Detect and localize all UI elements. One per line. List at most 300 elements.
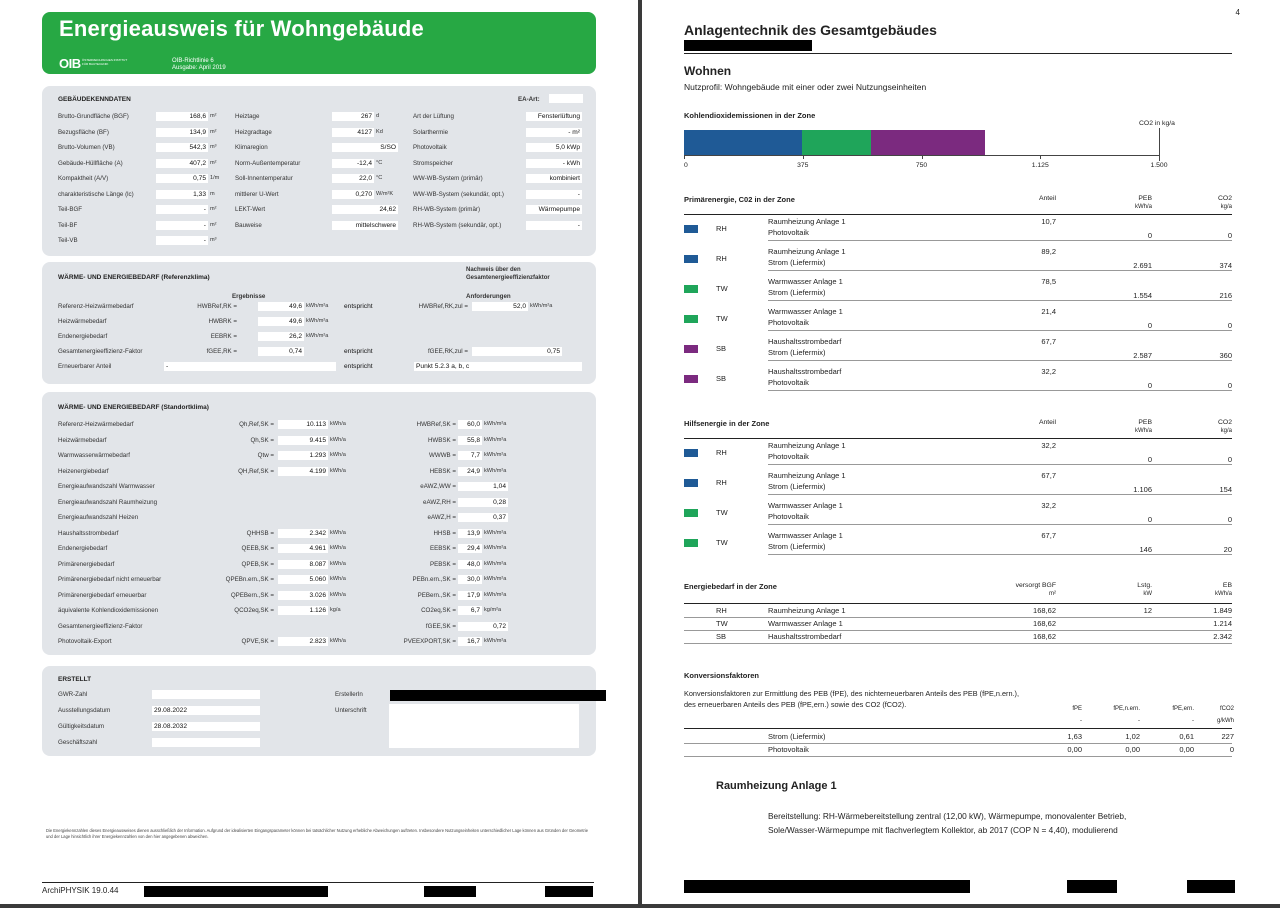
standort-unit: kWh/a: [330, 576, 346, 582]
standort-symbol-2: HWBSK =: [427, 436, 456, 444]
erstellt-value: 28.08.2032: [152, 722, 260, 731]
row-line-1: Warmwasser Anlage 1: [768, 501, 843, 510]
standort-value-2: 1,04: [458, 482, 508, 491]
kenndaten-value: 5,0 kWp: [526, 143, 582, 152]
row-name: Warmwasser Anlage 1: [768, 619, 843, 628]
standortklima-section: [42, 392, 596, 655]
row-code: RH: [716, 448, 727, 457]
standort-label: Gesamtenergieeffizienz-Faktor: [58, 622, 143, 630]
row-line-2: Photovoltaik: [768, 452, 809, 461]
software-version: ArchiPHYSIK 19.0.44: [42, 886, 119, 895]
oib-logo: OIB: [59, 56, 81, 71]
standort-value: 5.060: [278, 575, 328, 584]
erstellt-label: Gültigkeitsdatum: [58, 723, 105, 730]
chart-tick: [803, 155, 804, 159]
row-line-2: Strom (Liefermix): [768, 348, 826, 357]
konversion-header: fCO2: [1219, 706, 1234, 712]
kenndaten-label: Teil-BF: [58, 221, 78, 229]
row-code: TW: [716, 314, 728, 323]
standort-symbol-2: PEBn.ern.,SK =: [412, 576, 456, 583]
row-bgf: 168,62: [1033, 619, 1056, 628]
col-header-lstg: Lstg.: [1137, 582, 1152, 589]
konversion-row-name: Photovoltaik: [768, 745, 809, 754]
nachweis-heading: Nachweis über den Gesamtenergieeffizienzfaktor: [466, 267, 550, 281]
row-anteil: 32,2: [1041, 501, 1056, 510]
kenndaten-value: 1,33: [156, 190, 208, 199]
section-title: GEBÄUDEKENNDATEN: [58, 96, 131, 103]
chart-tick: [922, 155, 923, 159]
kenndaten-label: Art der Lüftung: [413, 113, 454, 120]
color-swatch: [684, 509, 698, 517]
standort-value: 8.087: [278, 560, 328, 569]
row-peb: 1.554: [1133, 291, 1152, 300]
standort-value-2: 48,0: [458, 560, 482, 569]
standort-symbol: QPEBn.ern.,SK =: [225, 576, 274, 583]
referenz-symbol: EEBRK =: [210, 333, 237, 340]
table-title: Energiebedarf in der Zone: [684, 582, 777, 591]
chart-tick-label: 375: [797, 162, 809, 169]
row-rule: [768, 240, 1232, 241]
row-co2: 0: [1227, 381, 1232, 390]
kenndaten-label: Teil-VB: [58, 237, 78, 244]
standort-unit-2: kWh/m²a: [484, 529, 507, 536]
section-title: WÄRME- UND ENERGIEBEDARF (Standortklima): [58, 404, 209, 411]
anforderung-symbol: fGEE,RK,zul =: [427, 348, 468, 355]
kenndaten-unit: m³: [210, 144, 217, 150]
standort-symbol-2: HWBRef,SK =: [416, 421, 456, 428]
standort-value: 2.823: [278, 637, 328, 646]
kenndaten-value: -: [526, 221, 582, 230]
standort-unit-2: kWh/m²a: [484, 545, 507, 551]
redacted-footer-2: [424, 886, 476, 897]
konversion-header: fPE,n.ern.: [1113, 706, 1140, 712]
erstellt-label: Geschäftszahl: [58, 739, 98, 746]
footer-rule: [42, 882, 594, 883]
row-code: RH: [716, 254, 727, 263]
color-swatch: [684, 345, 698, 353]
referenz-value: -: [164, 362, 336, 371]
col-header-peb: PEB: [1138, 195, 1152, 202]
col-header-bgf-unit: m²: [1049, 591, 1056, 597]
referenz-symbol: HWBRef,RK =: [197, 303, 237, 310]
standort-label: Photovoltaik-Export: [58, 638, 112, 645]
row-co2: 0: [1227, 455, 1232, 464]
kenndaten-unit: W/m²K: [376, 190, 394, 197]
row-line-2: Strom (Liefermix): [768, 542, 826, 551]
kenndaten-label: Brutto-Grundfläche (BGF): [58, 113, 129, 120]
konversion-subheader: g/kWh: [1216, 718, 1234, 724]
standort-value: 4.961: [278, 544, 328, 553]
kenndaten-unit: m²: [210, 221, 217, 228]
kenndaten-value: -: [156, 236, 208, 245]
row-name: Raumheizung Anlage 1: [768, 606, 846, 615]
standort-symbol: QPVE,SK =: [241, 638, 274, 645]
standort-label: Energieaufwandszahl Warmwasser: [58, 483, 155, 490]
standort-unit: kWh/a: [330, 638, 346, 644]
row-rule: [684, 617, 1232, 618]
row-line-1: Raumheizung Anlage 1: [768, 441, 846, 450]
kenndaten-value: Wärmepumpe: [526, 205, 582, 214]
kenndaten-value: 267: [332, 112, 374, 121]
kenndaten-value: -: [156, 205, 208, 214]
redacted-footer-1: [144, 886, 328, 897]
row-line-2: Photovoltaik: [768, 378, 809, 387]
konversion-text-1: Konversionsfaktoren zur Ermittlung des PEB (fPE), des nichterneuerbaren Anteils des PEB (fPE,n.ern.),: [684, 689, 1020, 698]
konversion-rule: [684, 728, 1232, 729]
col-header-peb-unit: kWh/a: [1134, 428, 1152, 434]
ea-art-label: EA-Art:: [518, 96, 540, 103]
standort-value-2: 60,0: [458, 420, 482, 429]
referenz-label: Referenz-Heizwärmebedarf: [58, 303, 134, 310]
row-line-2: Strom (Liefermix): [768, 288, 826, 297]
row-line-2: Photovoltaik: [768, 512, 809, 521]
konversion-subheader: -: [1138, 718, 1140, 724]
col-header-co2: CO2: [1218, 419, 1232, 426]
row-rule: [768, 524, 1232, 525]
standort-label: Haushaltsstrombedarf: [58, 529, 119, 537]
referenz-status: entspricht: [344, 303, 373, 310]
kenndaten-value: 407,2: [156, 159, 208, 168]
row-rule: [768, 464, 1232, 465]
row-co2: 0: [1227, 515, 1232, 524]
row-peb: 1.106: [1133, 485, 1152, 494]
title-rule: [684, 53, 1232, 54]
row-code: RH: [716, 224, 727, 233]
row-rule: [768, 330, 1232, 331]
kenndaten-value: S/SO: [332, 143, 398, 152]
kenndaten-value: kombiniert: [526, 174, 582, 183]
standort-symbol-2: PVEEXPORT,SK =: [403, 638, 456, 645]
row-peb: 0: [1147, 455, 1152, 464]
kenndaten-value: 24,62: [332, 205, 398, 214]
erstellt-label: GWR-Zahl: [58, 691, 88, 698]
ergebnisse-heading: Ergebnisse: [232, 293, 266, 300]
kenndaten-unit: 1/m: [210, 175, 220, 181]
anforderung-value: 52,0: [472, 302, 528, 311]
kenndaten-label: LEKT-Wert: [235, 206, 266, 213]
table-rule: [684, 603, 1232, 604]
redacted-footer-3: [545, 886, 593, 897]
col-header-co2-unit: kg/a: [1220, 428, 1232, 434]
kenndaten-value: -: [156, 221, 208, 230]
row-line-2: Strom (Liefermix): [768, 482, 826, 491]
row-rule: [684, 630, 1232, 631]
konversion-row-value: 1,02: [1125, 732, 1140, 741]
disclaimer-text: Die Energiekennzahlen dieses Energieausweises dienen ausschließlich der Information. Aufgrund der idealisierten Eingangsparameter können bei tatsächlicher Nutzung erhebliche Abweichungen auftreten. Insbesondere Nutzungseinheiten unterschiedlicher Lage können aus Gründen der Geometrie und der Lage hinsichtlich ihrer Energiekennzahlen von den hier angegebenen abweichen.: [46, 828, 589, 839]
co2-bar-segment: [802, 130, 870, 155]
col-header-co2: CO2: [1218, 195, 1232, 202]
row-line-1: Haushaltsstrombedarf: [768, 367, 842, 376]
standort-symbol-2: WWWB =: [429, 452, 456, 459]
anforderung-unit: kWh/m²a: [530, 303, 553, 309]
row-line-1: Warmwasser Anlage 1: [768, 531, 843, 540]
referenz-value: 26,2: [258, 332, 304, 341]
kenndaten-label: WW-WB-System (sekundär, opt.): [413, 190, 504, 198]
standort-value-2: 16,7: [458, 637, 482, 646]
row-code: TW: [716, 284, 728, 293]
kenndaten-label: Heiztage: [235, 113, 260, 120]
standort-value: 9.415: [278, 436, 328, 445]
row-code: RH: [716, 478, 727, 487]
kenndaten-value: 4127: [332, 128, 374, 137]
standort-symbol-2: PEBern.,SK =: [417, 591, 456, 599]
konversion-title: Konversionsfaktoren: [684, 671, 760, 680]
standort-unit-2: kWh/m²a: [484, 576, 507, 582]
referenz-unit: kWh/m²a: [306, 333, 329, 339]
kenndaten-value: 168,6: [156, 112, 208, 121]
anforderung-value: 0,75: [472, 347, 562, 356]
row-anteil: 67,7: [1041, 337, 1056, 346]
kenndaten-value: 0,270: [332, 190, 374, 199]
row-rule: [768, 554, 1232, 555]
section-title: ERSTELLT: [58, 676, 92, 683]
standort-symbol-2: eAWZ,RH =: [423, 498, 456, 506]
certificate-title: Energieausweis für Wohngebäude: [59, 16, 424, 41]
kenndaten-label: Soll-Innentemperatur: [235, 175, 293, 182]
standort-label: Primärenergiebedarf nicht erneuerbar: [58, 576, 162, 583]
standort-symbol-2: HHSB =: [433, 529, 456, 537]
zone-heading: Wohnen: [684, 64, 732, 78]
standort-value-2: 0,37: [458, 513, 508, 522]
kenndaten-value: mittelschwere: [332, 221, 398, 230]
kenndaten-value: -12,4: [332, 159, 374, 168]
kenndaten-label: Bauweise: [235, 221, 262, 229]
row-code: RH: [716, 606, 727, 615]
kenndaten-unit: m³: [210, 237, 217, 243]
row-peb: 146: [1139, 545, 1152, 554]
standort-symbol-2: EEBSK =: [430, 545, 456, 552]
konversion-row-rule: [684, 743, 1232, 744]
chart-tick-label: 1.125: [1031, 162, 1049, 169]
kenndaten-value: 0,75: [156, 174, 208, 183]
row-line-1: Warmwasser Anlage 1: [768, 307, 843, 316]
certificate-header: [42, 12, 596, 74]
referenz-value: 49,6: [258, 302, 304, 311]
chart-tick: [1040, 155, 1041, 159]
color-swatch: [684, 449, 698, 457]
kenndaten-unit: d: [376, 113, 380, 119]
standort-symbol: QPEBern.,SK =: [230, 591, 274, 599]
row-rule: [684, 643, 1232, 644]
table-rule: [684, 214, 1232, 215]
row-code: TW: [716, 619, 728, 628]
kenndaten-unit: m²: [210, 113, 217, 119]
row-line-1: Raumheizung Anlage 1: [768, 471, 846, 480]
standort-symbol: Qh,SK =: [250, 436, 274, 444]
row-rule: [768, 360, 1232, 361]
standort-label: Energieaufwandszahl Raumheizung: [58, 498, 158, 506]
row-code: SB: [716, 344, 727, 353]
row-anteil: 67,7: [1041, 531, 1056, 540]
row-peb: 0: [1147, 231, 1152, 240]
standort-value-2: 30,0: [458, 575, 482, 584]
kenndaten-label: Teil-BGF: [58, 206, 83, 213]
standort-value: 1.126: [278, 606, 328, 615]
row-peb: 2.587: [1133, 351, 1152, 360]
color-swatch: [684, 539, 698, 547]
kenndaten-unit: Kd: [376, 128, 383, 135]
standort-symbol-2: eAWZ,WW =: [420, 483, 456, 490]
row-eb: 1.849: [1213, 606, 1232, 615]
kenndaten-unit: m²: [210, 128, 217, 135]
kenndaten-unit: m: [210, 190, 215, 197]
kenndaten-value: 542,3: [156, 143, 208, 152]
standort-value-2: 0,28: [458, 498, 508, 507]
standort-symbol-2: eAWZ,H =: [427, 514, 456, 521]
konversion-row-value: 0,61: [1179, 732, 1194, 741]
konversion-subheader: -: [1080, 718, 1082, 724]
standort-symbol: Qtw =: [257, 452, 274, 459]
row-code: SB: [716, 632, 727, 641]
redacted-subtitle: [684, 40, 812, 51]
standort-value-2: 29,4: [458, 544, 482, 553]
row-rule: [768, 390, 1232, 391]
konversion-subheader: -: [1192, 718, 1194, 724]
standort-value: 1.293: [278, 451, 328, 460]
standort-symbol-2: PEBSK =: [430, 560, 456, 568]
row-line-1: Haushaltsstrombedarf: [768, 337, 842, 346]
table-title: Primärenergie, C02 in der Zone: [684, 195, 795, 204]
col-header-anteil: Anteil: [1038, 195, 1056, 202]
standort-symbol-2: fGEE,SK =: [425, 622, 456, 630]
kenndaten-label: Photovoltaik: [413, 144, 447, 151]
standort-unit: kWh/a: [330, 421, 346, 427]
standort-unit: kWh/a: [330, 545, 346, 551]
col-header-anteil: Anteil: [1038, 419, 1056, 426]
color-swatch: [684, 375, 698, 383]
kenndaten-value: Fensterlüftung: [526, 112, 582, 121]
standort-value-2: 17,9: [458, 591, 482, 600]
standort-label: Endenergiebedarf: [58, 545, 108, 552]
erstellt-value: [152, 738, 260, 747]
standort-symbol: QH,Ref,SK =: [238, 467, 274, 475]
row-anteil: 67,7: [1041, 471, 1056, 480]
konversion-row-rule: [684, 756, 1232, 757]
referenz-label: Gesamtenergieeffizienz-Faktor: [58, 348, 143, 355]
kenndaten-label: Brutto-Volumen (VB): [58, 144, 115, 151]
standort-symbol: QPEB,SK =: [241, 560, 274, 568]
kenndaten-label: Heizgradtage: [235, 128, 272, 136]
referenz-status: entspricht: [344, 348, 373, 355]
row-co2: 360: [1219, 351, 1232, 360]
ea-art-field: [549, 94, 583, 103]
kenndaten-label: Norm-Außentemperatur: [235, 159, 301, 167]
row-line-1: Warmwasser Anlage 1: [768, 277, 843, 286]
konversion-header: fPE: [1072, 706, 1082, 712]
referenz-status: entspricht: [344, 363, 373, 370]
color-swatch: [684, 479, 698, 487]
referenz-value: 49,6: [258, 317, 304, 326]
konversion-header: fPE,ern.: [1172, 706, 1194, 712]
referenz-symbol: HWBRK =: [208, 318, 237, 325]
konversion-row-value: 0: [1229, 745, 1234, 754]
raumheizung-text-1: Bereitstellung: RH-Wärmebereitstellung zentral (12,00 kW), Wärmepumpe, monovalenter Betrieb,: [768, 811, 1127, 821]
redacted-footer-2: [1067, 880, 1117, 893]
standort-value-2: 13,9: [458, 529, 482, 538]
raumheizung-text-2: Sole/Wasser-Wärmepumpe mit flachverlegtem Kollektor, ab 2017 (COP N = 4,40), modulierend: [768, 825, 1118, 835]
oib-logo-subtitle: ÖSTERREICHISCHES INSTITUT FÜR BAUTECHNIK: [82, 58, 128, 66]
row-peb: 2.691: [1133, 261, 1152, 270]
konversion-row-value: 227: [1221, 732, 1234, 741]
standort-unit: kWh/a: [330, 529, 346, 536]
co2-bar-segment: [684, 130, 802, 155]
kenndaten-label: Klimaregion: [235, 144, 268, 151]
standort-unit: kg/a: [330, 607, 341, 613]
standort-value-2: 55,8: [458, 436, 482, 445]
co2-chart-title: Kohlendioxidemissionen in der Zone: [684, 111, 816, 120]
konversion-row-value: 0,00: [1179, 745, 1194, 754]
gebaeudekenndaten-section: [42, 86, 596, 256]
row-rule: [768, 494, 1232, 495]
color-swatch: [684, 255, 698, 263]
kenndaten-label: Solarthermie: [413, 128, 449, 136]
konversion-row-value: 0,00: [1125, 745, 1140, 754]
col-header-peb-unit: kWh/a: [1134, 204, 1152, 210]
anforderung-value: Punkt 5.2.3 a, b, c: [414, 362, 582, 371]
standort-symbol-2: HEBSK =: [429, 467, 456, 475]
nutzprofil-text: Nutzprofil: Wohngebäude mit einer oder zwei Nutzungseinheiten: [684, 82, 927, 92]
referenz-unit: kWh/m²a: [306, 318, 329, 324]
row-anteil: 21,4: [1041, 307, 1056, 316]
kenndaten-unit: °C: [376, 175, 383, 181]
row-anteil: 78,5: [1041, 277, 1056, 286]
raumheizung-heading: Raumheizung Anlage 1: [716, 780, 837, 792]
kenndaten-label: RH-WB-System (sekundär, opt.): [413, 221, 502, 229]
referenz-label: Erneuerbarer Anteil: [58, 363, 112, 370]
row-co2: 216: [1219, 291, 1232, 300]
standort-label: Primärenergiebedarf erneuerbar: [58, 591, 147, 599]
kenndaten-unit: m²: [210, 159, 217, 166]
standort-unit-2: kWh/m²a: [484, 421, 507, 427]
referenz-symbol: fGEE,RK =: [206, 348, 237, 355]
kenndaten-value: - m²: [526, 128, 582, 137]
row-eb: 1.214: [1213, 619, 1232, 628]
row-co2: 0: [1227, 231, 1232, 240]
referenz-label: Endenergiebedarf: [58, 333, 108, 340]
kenndaten-unit: m²: [210, 206, 217, 212]
energieausweis-page: [0, 0, 638, 904]
row-co2: 0: [1227, 321, 1232, 330]
kenndaten-label: Stromspeicher: [413, 159, 453, 167]
row-eb: 2.342: [1213, 632, 1232, 641]
standort-unit-2: kWh/m²a: [484, 452, 507, 458]
row-line-1: Raumheizung Anlage 1: [768, 217, 846, 226]
standort-value: 4.199: [278, 467, 328, 476]
chart-tick-label: 0: [684, 162, 688, 169]
standort-unit-2: kWh/m²a: [484, 560, 507, 567]
standort-symbol: QEEB,SK =: [241, 545, 274, 552]
row-rule: [768, 300, 1232, 301]
standort-value: 2.342: [278, 529, 328, 538]
row-code: TW: [716, 538, 728, 547]
row-line-2: Photovoltaik: [768, 318, 809, 327]
erstellt-value: [152, 690, 260, 699]
row-anteil: 32,2: [1041, 441, 1056, 450]
kenndaten-label: Bezugsfläche (BF): [58, 128, 109, 136]
row-code: TW: [716, 508, 728, 517]
unterschrift-label: Unterschrift: [335, 707, 367, 714]
standort-unit-2: kWh/m²a: [484, 467, 507, 474]
standort-value: 3.026: [278, 591, 328, 600]
row-rule: [768, 270, 1232, 271]
anforderungen-heading: Anforderungen: [466, 293, 511, 300]
row-co2: 154: [1219, 485, 1232, 494]
row-anteil: 32,2: [1041, 367, 1056, 376]
standort-label: Primärenergiebedarf: [58, 560, 115, 568]
row-code: SB: [716, 374, 727, 383]
row-anteil: 10,7: [1041, 217, 1056, 226]
erstellt-section: [42, 666, 596, 756]
